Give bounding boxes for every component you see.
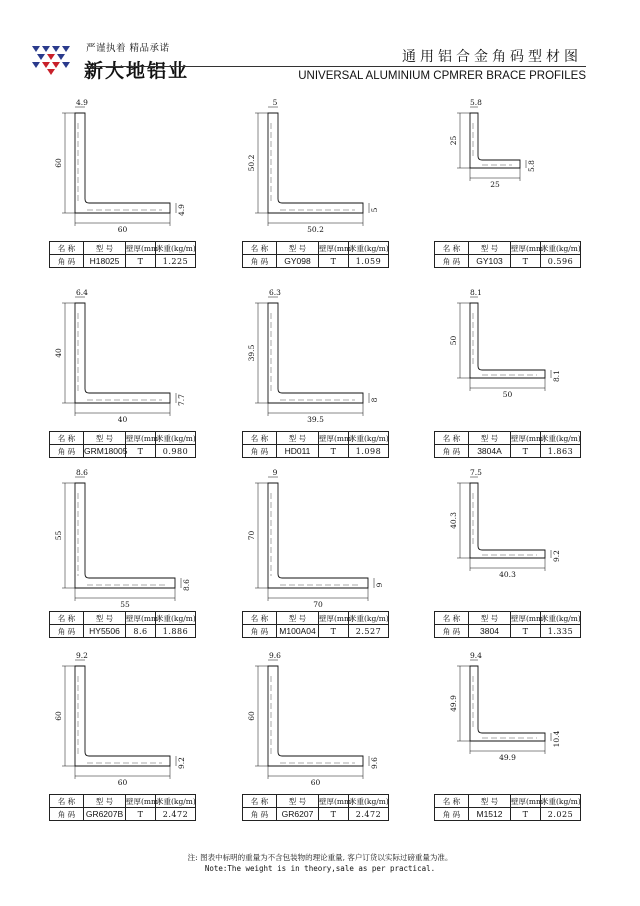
- profile-drawing: [430, 465, 620, 625]
- profile-drawing: [430, 285, 620, 445]
- header-thickness: 壁厚(mm): [511, 796, 547, 806]
- value-thickness: T: [126, 255, 156, 268]
- value-model: 3804A: [469, 445, 511, 458]
- width-label: 40: [117, 415, 128, 424]
- profile-card: [45, 285, 235, 475]
- header-weight: 米重(kg/m): [541, 613, 581, 623]
- company-slogan: 严谨执着 精品承诺: [86, 43, 170, 54]
- width-label: 50: [502, 390, 513, 399]
- width-label: 40.3: [499, 570, 516, 579]
- value-name: 角 码: [435, 625, 469, 638]
- profile-outline: [268, 113, 363, 213]
- top-thickness-label: 6.4: [76, 288, 88, 297]
- header-weight: 米重(kg/m): [349, 796, 389, 806]
- profile-groove: [78, 313, 162, 400]
- value-weight: 1.863: [541, 445, 581, 458]
- header-model: 型 号: [277, 242, 319, 255]
- profile-groove: [78, 676, 162, 763]
- page-title: 通用铝合金角码型材图: [402, 49, 582, 65]
- header-name: 名 称: [243, 612, 277, 625]
- value-model: GR6207B: [84, 808, 126, 821]
- height-label: 40.3: [449, 512, 458, 529]
- header-name: 名 称: [435, 432, 469, 445]
- profile-card: [45, 648, 235, 838]
- value-name: 角 码: [243, 808, 277, 821]
- profile-outline: [470, 483, 545, 558]
- top-thickness-label: 8.1: [470, 288, 482, 297]
- profile-drawing: [430, 95, 620, 255]
- spec-value-row: [243, 808, 389, 821]
- header-name: 名 称: [243, 432, 277, 445]
- profile-card: [238, 465, 428, 655]
- profile-drawing: [45, 648, 235, 808]
- profile-groove: [78, 123, 162, 210]
- spec-value-row: [243, 445, 389, 458]
- profile-groove: [271, 676, 355, 763]
- value-weight: 1.098: [349, 445, 389, 458]
- top-thickness-label: 9: [272, 468, 278, 477]
- header-model: 型 号: [84, 612, 126, 625]
- value-thickness: T: [511, 255, 541, 268]
- header-model: 型 号: [84, 242, 126, 255]
- profile-groove: [473, 676, 537, 738]
- width-label: 55: [120, 600, 130, 609]
- header-thickness: 壁厚(mm): [511, 243, 547, 253]
- side-thickness-label: 7.7: [177, 394, 186, 406]
- profile-card: [430, 648, 620, 838]
- profile-card: [430, 465, 620, 655]
- spec-header-row: [435, 612, 581, 625]
- profile-outline: [268, 483, 368, 588]
- header-weight: 米重(kg/m): [156, 613, 196, 623]
- height-label: 50: [449, 335, 458, 346]
- header-weight: 米重(kg/m): [541, 796, 581, 806]
- spec-table: [242, 794, 389, 821]
- header-model: 型 号: [84, 432, 126, 445]
- header-weight: 米重(kg/m): [349, 243, 389, 253]
- header-thickness: 壁厚(mm): [126, 613, 162, 623]
- value-weight: 2.025: [541, 808, 581, 821]
- profile-outline: [268, 303, 363, 403]
- profile-groove: [473, 493, 537, 555]
- top-thickness-label: 5: [272, 98, 278, 107]
- spec-table: [49, 431, 196, 458]
- top-thickness-label: 9.2: [76, 651, 88, 660]
- top-thickness-label: 4.9: [76, 98, 88, 107]
- profile-card: [238, 648, 428, 838]
- profile-groove: [473, 313, 537, 375]
- spec-value-row: [435, 255, 581, 268]
- value-thickness: T: [319, 445, 349, 458]
- profile-outline: [75, 666, 170, 766]
- spec-value-row: [435, 445, 581, 458]
- header-name: 名 称: [50, 432, 84, 445]
- value-thickness: T: [319, 625, 349, 638]
- header-name: 名 称: [50, 612, 84, 625]
- spec-header-row: [243, 612, 389, 625]
- profile-outline: [75, 303, 170, 403]
- header-weight: 米重(kg/m): [541, 243, 581, 253]
- page-header: [0, 0, 640, 92]
- profile-outline: [75, 113, 170, 213]
- spec-table: [434, 794, 581, 821]
- spec-header-row: [50, 432, 196, 445]
- value-weight: 0.596: [541, 255, 581, 268]
- header-model: 型 号: [277, 612, 319, 625]
- profile-drawing: [430, 648, 620, 808]
- value-name: 角 码: [243, 255, 277, 268]
- side-thickness-label: 9.2: [177, 757, 186, 769]
- profile-outline: [470, 113, 520, 168]
- profile-card: [238, 95, 428, 285]
- header-thickness: 壁厚(mm): [319, 796, 355, 806]
- header-name: 名 称: [50, 795, 84, 808]
- spec-header-row: [435, 432, 581, 445]
- top-thickness-label: 5.8: [470, 98, 482, 107]
- width-label: 60: [117, 778, 128, 787]
- profile-drawing: [45, 465, 235, 625]
- height-label: 50.2: [247, 154, 256, 172]
- value-model: GY098: [277, 255, 319, 268]
- value-name: 角 码: [50, 808, 84, 821]
- side-thickness-label: 9.2: [552, 550, 561, 562]
- spec-table: [242, 611, 389, 638]
- header-divider: [88, 66, 586, 67]
- footnote-cn: 注: 图表中标明的重量为不含包装物的理论重量, 客户订货以实际过磅重量为准。: [187, 853, 453, 862]
- value-model: HY5506: [84, 625, 126, 638]
- width-label: 25: [490, 180, 500, 189]
- header-thickness: 壁厚(mm): [126, 796, 162, 806]
- spec-header-row: [243, 432, 389, 445]
- header-name: 名 称: [243, 242, 277, 255]
- side-thickness-label: 9.6: [370, 757, 379, 769]
- spec-value-row: [50, 255, 196, 268]
- height-label: 55: [54, 530, 63, 541]
- side-thickness-label: 8: [370, 397, 379, 403]
- value-name: 角 码: [435, 445, 469, 458]
- header-name: 名 称: [50, 242, 84, 255]
- value-model: HD011: [277, 445, 319, 458]
- value-weight: 1.225: [156, 255, 196, 268]
- header-weight: 米重(kg/m): [156, 433, 196, 443]
- spec-header-row: [50, 242, 196, 255]
- profile-drawing: [45, 95, 235, 255]
- spec-table: [434, 611, 581, 638]
- header-weight: 米重(kg/m): [156, 796, 196, 806]
- value-name: 角 码: [243, 445, 277, 458]
- side-thickness-label: 5: [370, 207, 379, 213]
- profile-card: [430, 285, 620, 475]
- profile-drawing: [238, 285, 428, 445]
- value-name: 角 码: [50, 625, 84, 638]
- side-thickness-label: 8.6: [182, 579, 191, 591]
- spec-value-row: [50, 445, 196, 458]
- height-label: 25: [449, 135, 458, 146]
- value-weight: 2.527: [349, 625, 389, 638]
- spec-value-row: [50, 625, 196, 638]
- spec-table: [434, 241, 581, 268]
- value-thickness: 8.6: [126, 625, 156, 638]
- profile-groove: [271, 493, 360, 585]
- width-label: 70: [313, 600, 323, 609]
- value-thickness: T: [511, 625, 541, 638]
- spec-table: [49, 241, 196, 268]
- spec-table: [49, 611, 196, 638]
- height-label: 40: [54, 348, 63, 358]
- top-thickness-label: 8.6: [76, 468, 88, 477]
- profile-outline: [75, 483, 175, 588]
- header-model: 型 号: [469, 242, 511, 255]
- header-weight: 米重(kg/m): [349, 613, 389, 623]
- header-thickness: 壁厚(mm): [511, 433, 547, 443]
- value-weight: 2.472: [156, 808, 196, 821]
- value-model: H18025: [84, 255, 126, 268]
- value-name: 角 码: [243, 625, 277, 638]
- header-thickness: 壁厚(mm): [319, 433, 355, 443]
- spec-table: [242, 241, 389, 268]
- company-name: 新大地铝业: [84, 60, 190, 82]
- top-thickness-label: 9.6: [269, 651, 281, 660]
- header-name: 名 称: [243, 795, 277, 808]
- spec-header-row: [50, 612, 196, 625]
- width-label: 50.2: [307, 225, 324, 234]
- value-model: 3804: [469, 625, 511, 638]
- value-model: GR6207: [277, 808, 319, 821]
- spec-header-row: [50, 795, 196, 808]
- value-weight: 1.335: [541, 625, 581, 638]
- value-name: 角 码: [50, 445, 84, 458]
- top-thickness-label: 7.5: [470, 468, 482, 477]
- side-thickness-label: 4.9: [177, 204, 186, 216]
- value-thickness: T: [126, 445, 156, 458]
- side-thickness-label: 10.4: [552, 730, 561, 748]
- spec-value-row: [243, 255, 389, 268]
- height-label: 39.5: [247, 344, 256, 362]
- header-model: 型 号: [84, 795, 126, 808]
- profile-drawing: [238, 95, 428, 255]
- spec-table: [242, 431, 389, 458]
- side-thickness-label: 9: [375, 582, 384, 588]
- spec-value-row: [243, 625, 389, 638]
- value-name: 角 码: [435, 255, 469, 268]
- width-label: 60: [117, 225, 128, 234]
- spec-table: [434, 431, 581, 458]
- side-thickness-label: 5.8: [527, 160, 536, 172]
- profile-card: [45, 95, 235, 285]
- spec-header-row: [435, 795, 581, 808]
- header-model: 型 号: [277, 795, 319, 808]
- width-label: 39.5: [307, 415, 324, 424]
- value-name: 角 码: [50, 255, 84, 268]
- header-weight: 米重(kg/m): [349, 433, 389, 443]
- header-weight: 米重(kg/m): [156, 243, 196, 253]
- value-weight: 1.886: [156, 625, 196, 638]
- profile-drawing: [238, 648, 428, 808]
- value-model: M1512: [469, 808, 511, 821]
- profile-groove: [271, 123, 355, 210]
- profile-groove: [271, 313, 355, 400]
- value-thickness: T: [319, 808, 349, 821]
- header-thickness: 壁厚(mm): [126, 433, 162, 443]
- profile-card: [430, 95, 620, 285]
- height-label: 60: [247, 711, 256, 721]
- value-thickness: T: [126, 808, 156, 821]
- height-label: 60: [54, 158, 63, 168]
- header-thickness: 壁厚(mm): [126, 243, 162, 253]
- width-label: 60: [310, 778, 321, 787]
- spec-value-row: [50, 808, 196, 821]
- profile-outline: [470, 666, 545, 741]
- header-name: 名 称: [435, 795, 469, 808]
- value-weight: 2.472: [349, 808, 389, 821]
- header-thickness: 壁厚(mm): [319, 243, 355, 253]
- spec-table: [49, 794, 196, 821]
- width-label: 49.9: [499, 753, 516, 762]
- spec-header-row: [243, 242, 389, 255]
- header-model: 型 号: [277, 432, 319, 445]
- height-label: 70: [247, 530, 256, 541]
- header-weight: 米重(kg/m): [541, 433, 581, 443]
- header-name: 名 称: [435, 612, 469, 625]
- spec-value-row: [435, 625, 581, 638]
- profile-card: [238, 285, 428, 475]
- profile-drawing: [238, 465, 428, 625]
- side-thickness-label: 8.1: [552, 370, 561, 382]
- value-weight: 0.980: [156, 445, 196, 458]
- top-thickness-label: 9.4: [470, 651, 482, 660]
- profile-outline: [268, 666, 363, 766]
- profile-card: [45, 465, 235, 655]
- header-name: 名 称: [435, 242, 469, 255]
- header-model: 型 号: [469, 432, 511, 445]
- header-thickness: 壁厚(mm): [319, 613, 355, 623]
- header-model: 型 号: [469, 612, 511, 625]
- value-weight: 1.059: [349, 255, 389, 268]
- height-label: 49.9: [449, 695, 458, 712]
- profile-outline: [470, 303, 545, 378]
- value-thickness: T: [511, 445, 541, 458]
- page-subtitle: UNIVERSAL ALUMINIUM CPMRER BRACE PROFILES: [298, 70, 586, 82]
- company-logo-icon: [28, 40, 80, 76]
- height-label: 60: [54, 711, 63, 721]
- value-name: 角 码: [435, 808, 469, 821]
- value-thickness: T: [511, 808, 541, 821]
- profile-drawing: [45, 285, 235, 445]
- spec-header-row: [243, 795, 389, 808]
- header-thickness: 壁厚(mm): [511, 613, 547, 623]
- header-model: 型 号: [469, 795, 511, 808]
- spec-value-row: [435, 808, 581, 821]
- value-model: M100A04: [277, 625, 319, 638]
- value-model: GY103: [469, 255, 511, 268]
- value-thickness: T: [319, 255, 349, 268]
- footnote-en: Note:The weight is in theory,sale as per practical.: [204, 864, 436, 873]
- top-thickness-label: 6.3: [269, 288, 281, 297]
- value-model: GRM18005: [84, 446, 128, 456]
- profile-groove: [78, 493, 167, 585]
- spec-header-row: [435, 242, 581, 255]
